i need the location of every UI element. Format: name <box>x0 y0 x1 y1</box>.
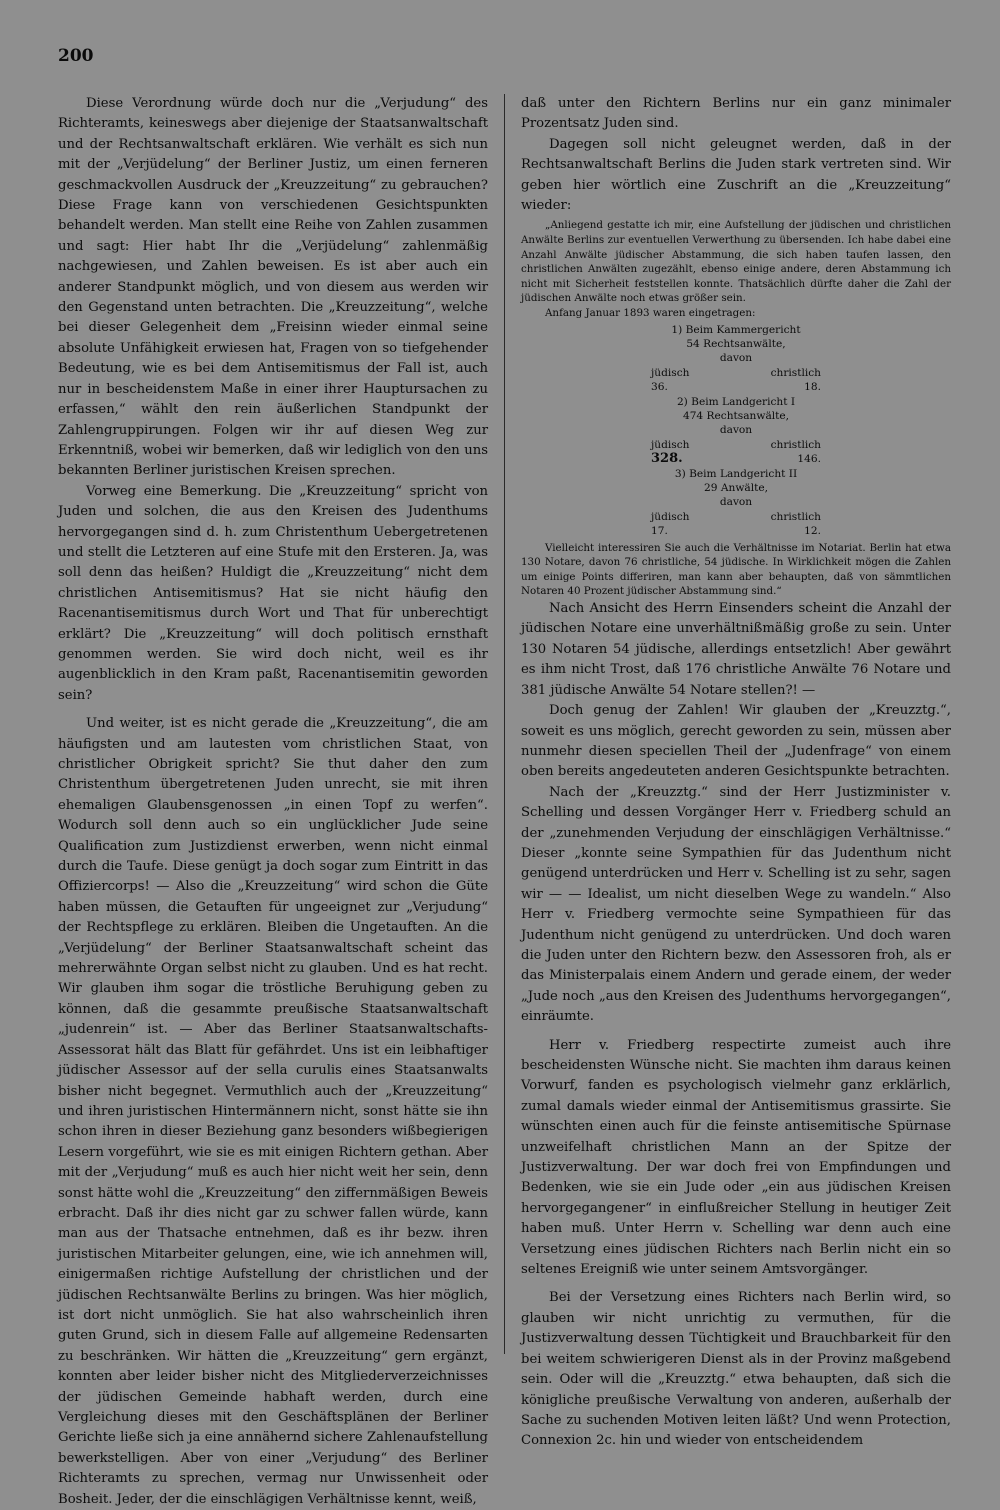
christian-label: christlich <box>770 438 821 451</box>
jewish-label: jüdisch <box>651 510 690 523</box>
letter-quote <box>521 218 951 599</box>
stats-heading: Anfang Januar 1893 waren eingetragen: <box>545 307 756 319</box>
davon-label: davon <box>719 424 753 437</box>
stats-block-landgericht-1 <box>521 395 951 467</box>
stats-block-landgericht-2 <box>521 467 951 539</box>
christian-label: christlich <box>770 366 821 379</box>
jewish-label: jüdisch <box>651 366 690 379</box>
paragraph: Dagegen soll nicht geleugnet werden, daß in der Rechtsanwaltschaft Berlins die Juden stark vertreten sind. Wir geben hier wörtlich eine Zuschrift an die „Kreuzzeitung“ wieder: <box>521 136 951 214</box>
paragraph: Und weiter, ist es nicht gerade die „Kreuzzeitung“, die am häufigsten und am lautesten vom christlichen Staat, von christlicher Obrigkeit spricht? Sie thut daher den zum Christenthum übergetretenen Juden unrecht, sie mit ihren ehemaligen Glaubensgenossen „in einen Topf zu werfen“. Wodurch soll denn auch so ein unglücklicher Jude seine Qualification zum Justizdienst erwerben, wenn nicht einmal durch die Taufe. Diese genügt ja doch sogar zum Eintritt in das Offiziercorps! — Also die „Kreuzzeitung“ wird schon die Güte haben müssen, die Getauften für ungeeignet zur „Verjudung“ der Rechtspflege zu erklären. Bleiben die Ungetauften. An die „Verjüdelung“ der Berliner Staatsanwaltschaft scheint das mehrerwähnte Organ selbst nicht zu glauben. Und es hat recht. Wir glauben ihm sogar die tröstliche Beruhigung geben zu können, daß die gesammte preußische Staatsanwaltschaft „judenrein“ ist. — Aber das Berliner Staatsanwaltschafts-Assessorat hält das Blatt für gefährdet. Uns ist ein leibhaftiger jüdischer Assessor auf der sella curulis eines Staatsanwalts bisher nicht begegnet. Vermuthlich auch der „Kreuzzeitung“ und ihren juristischen Hintermännern nicht, sonst hätte sie ihn schon ihren in dieser Beziehung ganz besonders wißbegierigen Lesern vorgeführt, wie sie es mit einigen Richtern gethan. Aber mit der „Verjudung“ muß es auch hier nicht weit her sein, denn sonst hätte wohl die „Kreuzzeitung“ den ziffernmäßigen Beweis erbracht. Daß ihr dies nicht gar zu schwer fallen würde, kann man aus der Thatsache entnehmen, daß es ihr bezw. ihren juristischen Mitarbeiter gelungen, eine, wie ich annehmen will, einigermaßen richtige Aufstellung der christlichen und der jüdischen Rechtsanwälte Berlins zu bringen. Was hier möglich, ist dort nicht unmöglich. Sie hat also wahrscheinlich ihren guten Grund, sich in diesem Falle auf allgemeine Redensarten zu beschränken. Wir hätten die „Kreuzzeitung“ gern ergänzt, konnten aber leider bisher nicht des Mitgliederverzeichnisses der jüdischen Gemeinde habhaft werden, durch eine Vergleichung dieses mit den Geschäftsplänen der Berliner Gerichte ließe sich ja eine annähernd sichere Zahlenaufstellung bewerkstelligen. Aber von einer „Verjudung“ des Berliner Richteramts zu sprechen, vermag nur Unwissenheit oder Bosheit. Jeder, der die einschlägigen Verhältnisse kennt, weiß, <box>58 716 488 1507</box>
paragraph: Herr v. Friedberg respectirte zumeist auch ihre bescheidensten Wünsche nicht. Sie machten ihm daraus keinen Vorwurf, fanden es psychologisch vielmehr ganz erklärlich, zumal damals wieder einmal der Antisemitismus grassirte. Sie wünschten einen auch für die feinste antisemitische Spürnase unzweifelhaft christlichen Mann an der Spitze der Justizverwaltung. Der war doch frei von Empfindungen und Bedenken, wie sie ein Jude oder „ein aus jüdischen Kreisen hervorgegangener“ in einflußreicher Stellung in heutiger Zeit haben muß. Unter Herrn v. Schelling war denn auch eine Versetzung eines jüdischen Richters nach Berlin nicht ein so seltenes Ereigniß wie unter seinem Amtsvorgänger. <box>521 1037 951 1278</box>
court-name: 3) Beim Landgericht II <box>674 467 798 480</box>
jewish-label: jüdisch <box>651 438 690 451</box>
paragraph: daß unter den Richtern Berlins nur ein ganz minimaler Prozentsatz Juden sind. <box>521 96 951 132</box>
lawyer-statistics <box>521 323 951 539</box>
right-column <box>521 94 951 1449</box>
court-name: 1) Beim Kammergericht <box>671 323 801 336</box>
court-total: 29 Anwälte, <box>704 482 768 495</box>
paragraph: Doch genug der Zahlen! Wir glauben der „Kreuzztg.“, soweit es uns möglich, gerecht geworden zu sein, müssen aber nunmehr diesen speciellen Theil der „Judenfrage“ von einem oben bereits angedeuteten anderen Gesichtspunkte betrachten. <box>521 703 951 780</box>
christian-count: 12. <box>804 525 821 538</box>
paragraph: Bei der Versetzung eines Richters nach Berlin wird, so glauben wir nicht unrichtig zu vermuthen, für die Justizverwaltung dessen Tüchtigkeit und Brauchbarkeit für den bei weitem schwierigeren Dienst als in der Provinz maßgebend sein. Oder will die „Kreuzztg.“ etwa behaupten, daß sich die königliche preußische Verwaltung von anderen, außerhalb der Sache zu suchenden Motiven leiten läßt? Und wenn Protection, Connexion 2c. hin und wieder von entscheidendem <box>521 1290 951 1449</box>
quote-intro: „Anliegend gestatte ich mir, eine Aufstellung der jüdischen und christlichen Anwälte Berlins zur eventuellen Verwerthung zu übersenden. Ich habe dabei eine Anzahl Anwälte jüdischer Abstammung, die sich haben taufen lassen, den christlichen Anwälten zugezählt, ebenso einige andere, deren Abstammung ich nicht mit Sicherheit feststellen konnte. Thatsächlich dürfte daher die Zahl der jüdischen Anwälte noch etwas größer sein. <box>521 219 951 305</box>
left-column <box>58 94 488 1507</box>
davon-label: davon <box>719 352 753 365</box>
paragraph: Diese Verordnung würde doch nur die „Verjudung“ des Richteramts, keineswegs aber diejenige der Staatsanwaltschaft und der Rechtsanwaltschaft erklären. Wie verhält es sich nun mit der „Verjüdelung“ der Berliner Justiz, um einen ferneren geschmackvollen Ausdruck der „Kreuzzeitung“ zu gebrauchen? Diese Frage kann von verschiedenen Gesichtspunkten behandelt werden. Man stellt eine Reihe von Zahlen zusammen und sagt: Hier habt Ihr die „Verjüdelung“ zahlenmäßig nachgewiesen, und Zahlen beweisen. Es ist aber auch ein anderer Standpunkt möglich, und von diesem aus werden wir den Gegenstand unten betrachten. Die „Kreuzzeitung“, welche bei dieser Gelegenheit dem „Freisinn wieder einmal seine absolute Unfähigkeit erwiesen hat, Fragen von so tiefgehender Bedeutung, wie es bei dem Antisemitismus der Fall ist, auch nur in bescheidenstem Maße in einer ihrer Hauptursachen zu erfassen,“ wählt den rein äußerlichen Standpunkt der Zahlengruppirungen. Folgen wir ihr auf diesen Weg zur Erkenntniß, wobei wir bemerken, daß wir lediglich von den uns bekannten Berliner juristischen Kreisen sprechen. <box>58 96 488 479</box>
jewish-count: 36. <box>651 381 668 394</box>
court-name: 2) Beim Landgericht I <box>676 395 796 408</box>
paragraph: Nach der „Kreuzztg.“ sind der Herr Justizminister v. Schelling und dessen Vorgänger Herr v. Friedberg schuld an der „zunehmenden Verjudung der einschlägigen Verhältnisse.“ Dieser „konnte seine Sympathien für das Judenthum nicht genügend unterdrücken und Herr v. Schelling ist zu sehr, sagen wir — — Idealist, um nicht dieselben Wege zu wandeln.“ Also Herr v. Friedberg vermochte seine Sympathieen für das Judenthum nicht genügend zu unterdrücken. Und doch waren die Juden unter den Richtern bezw. den Assessoren froh, als er das Ministerpalais einem Andern und gerade einem, der weder „Jude noch „aus den Kreisen des Judenthums hervorgegangen“, einräumte. <box>521 784 951 1025</box>
christian-count: 146. <box>797 453 821 466</box>
paragraph: Vorweg eine Bemerkung. Die „Kreuzzeitung“ spricht von Juden und solchen, die aus den Kreisen des Judenthums hervorgegangen sind d. h. zum Christenthum Uebergetretenen und stellt die Letzteren auf eine Stufe mit den Ersteren. Ja, was soll denn das heißen? Huldigt die „Kreuzzeitung“ nicht dem christlichen Antisemitismus? Hat sie nicht häufig den Racenantisemitismus durch Wort und That für unberechtigt erklärt? Die „Kreuzzeitung“ will doch politisch ernsthaft genommen werden. Sie wird doch nicht, weil es ihr augenblicklich in den Kram paßt, Racenantisemitin geworden sein? <box>58 483 488 703</box>
christian-label: christlich <box>770 510 821 523</box>
christian-count: 18. <box>804 381 821 394</box>
davon-label: davon <box>719 496 753 509</box>
page-number: 200 <box>58 46 94 66</box>
jewish-count: 17. <box>651 525 668 538</box>
court-total: 474 Rechtsanwälte, <box>682 410 790 423</box>
column-divider <box>504 94 505 1354</box>
jewish-count: 328. <box>651 451 683 467</box>
stats-block-kammergericht <box>521 323 951 395</box>
quote-outro: Vielleicht interessiren Sie auch die Verhältnisse im Notariat. Berlin hat etwa 130 Notare, davon 76 christliche, 54 jüdische. In Wirklichkeit mögen die Zahlen um einige Points differiren, man kann aber behaupten, daß von sämmtlichen Notaren 40 Prozent jüdischer Abstammung sind.“ <box>521 541 951 598</box>
court-total: 54 Rechtsanwälte, <box>686 338 786 350</box>
paragraph: Nach Ansicht des Herrn Einsenders scheint die Anzahl der jüdischen Notare eine unverhältnißmäßig große zu sein. Unter 130 Notaren 54 jüdische, allerdings entsetzlich! Aber gewährt es ihm nicht Trost, daß 176 christliche Anwälte 76 Notare und 381 jüdische Anwälte 54 Notare stellen?! — <box>521 601 951 698</box>
